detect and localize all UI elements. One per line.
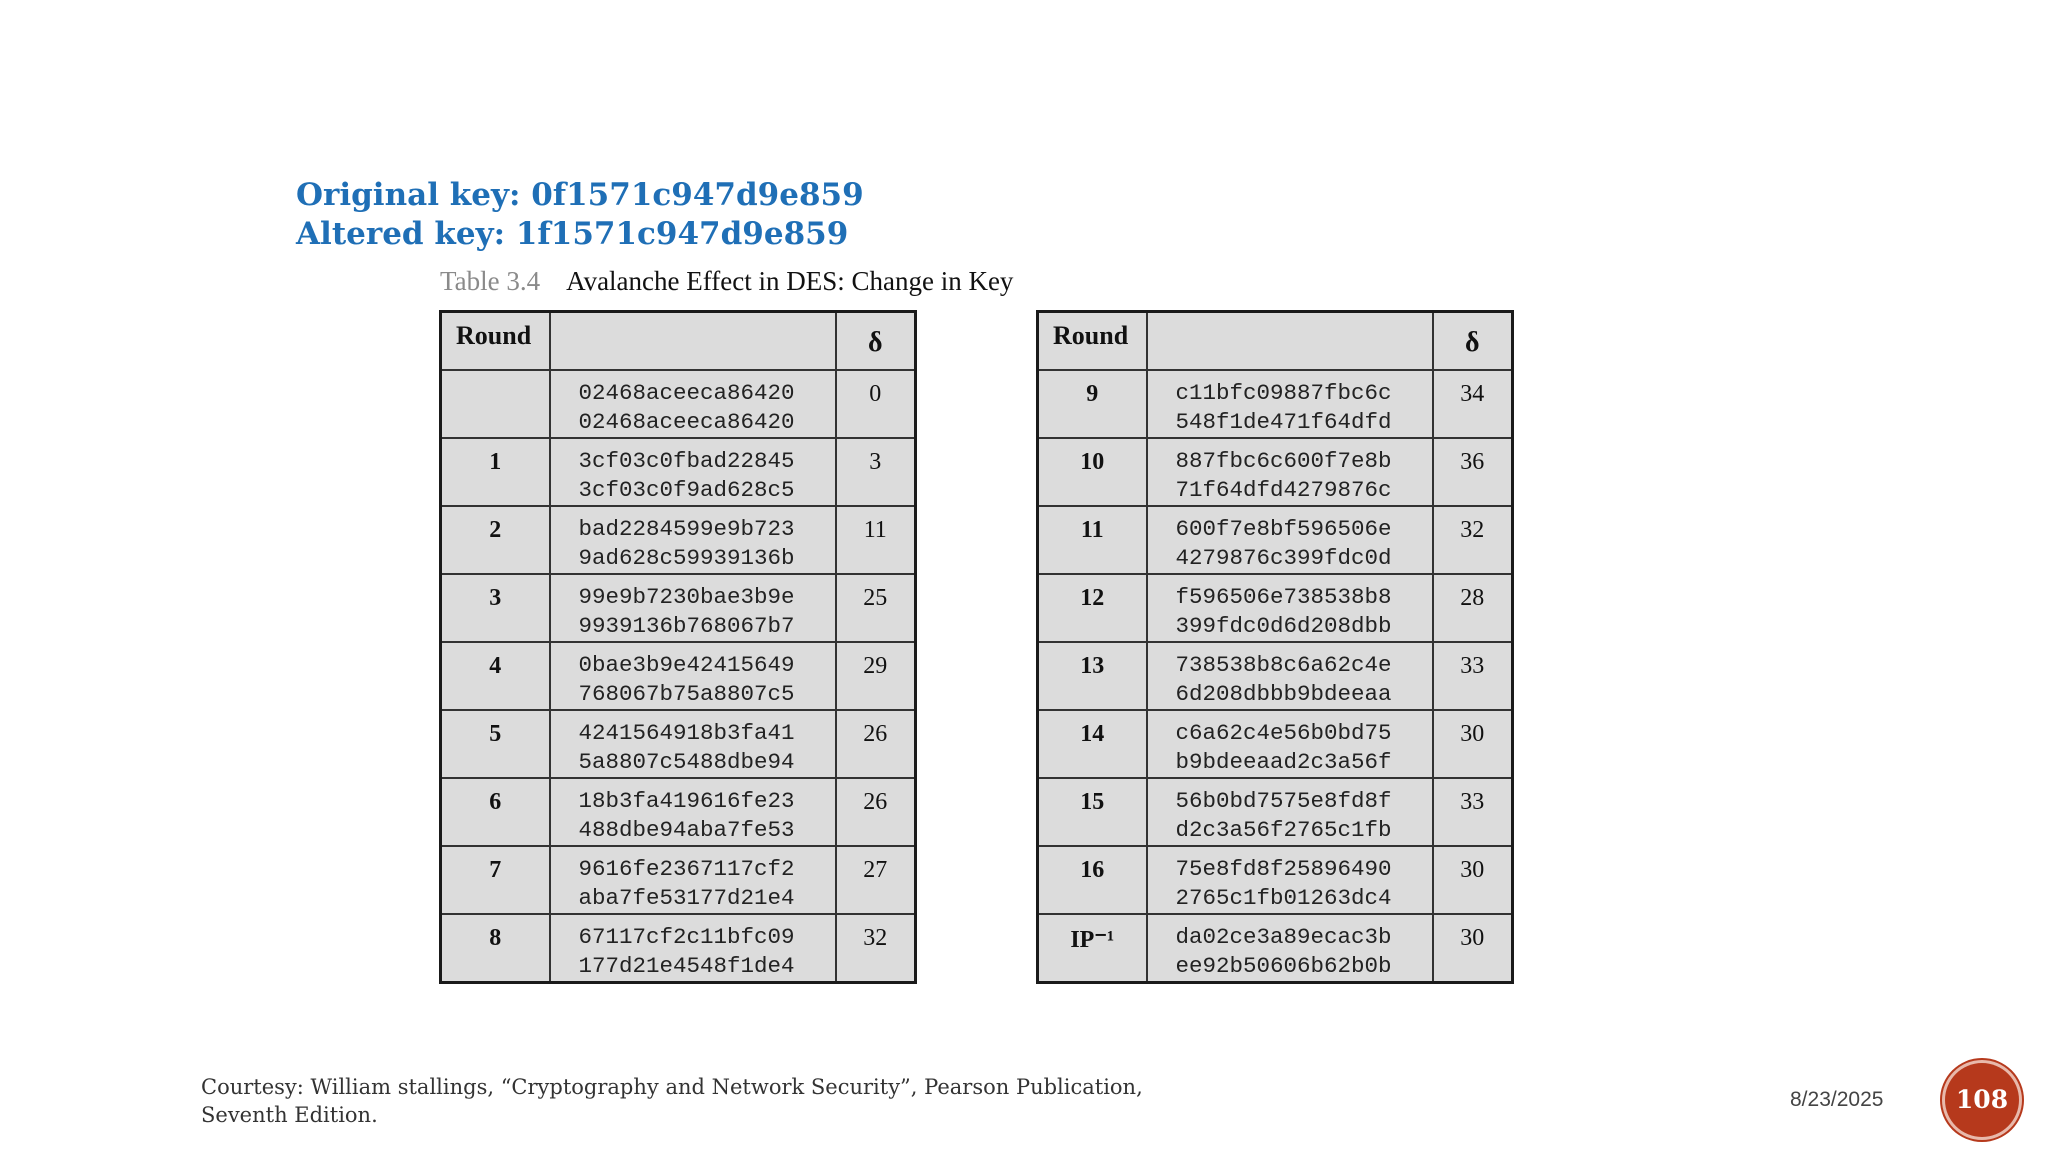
citation-line-2: Seventh Edition. xyxy=(201,1103,378,1127)
round-cell: 15 xyxy=(1038,778,1147,846)
hex-value-altered: 2765c1fb01263dc4 xyxy=(1175,884,1392,911)
hex-cell xyxy=(1147,506,1433,574)
hex-cell xyxy=(550,846,836,914)
round-cell xyxy=(441,370,550,438)
round-cell: 12 xyxy=(1038,574,1147,642)
delta-cell: 36 xyxy=(1433,438,1513,506)
hex-value-altered: 768067b75a8807c5 xyxy=(578,680,795,707)
round-cell: 2 xyxy=(441,506,550,574)
table-row xyxy=(441,506,916,574)
hex-cell xyxy=(1147,574,1433,642)
key-info xyxy=(296,176,864,254)
delta-cell: 11 xyxy=(836,506,916,574)
hex-value-altered: 488dbe94aba7fe53 xyxy=(578,816,795,843)
original-key-label: Original key: 0f1571c947d9e859 xyxy=(296,177,864,213)
hex-value-original: 600f7e8bf596506e xyxy=(1175,515,1392,542)
hex-value-altered: 399fdc0d6d208dbb xyxy=(1175,612,1392,639)
round-cell: 3 xyxy=(441,574,550,642)
hex-value-altered: 4279876c399fdc0d xyxy=(1175,544,1392,571)
delta-cell: 30 xyxy=(1433,914,1513,983)
hex-value-original: 56b0bd7575e8fd8f xyxy=(1175,787,1392,814)
citation-line-1: Courtesy: William stallings, “Cryptography and Network Security”, Pearson Publication, xyxy=(201,1075,1143,1099)
delta-cell: 3 xyxy=(836,438,916,506)
table-row xyxy=(1038,506,1513,574)
round-cell: 14 xyxy=(1038,710,1147,778)
hex-value-altered: 3cf03c0f9ad628c5 xyxy=(578,476,795,503)
round-header: Round xyxy=(441,312,550,370)
round-cell: 13 xyxy=(1038,642,1147,710)
hex-cell xyxy=(550,370,836,438)
blank-header xyxy=(1147,312,1433,370)
delta-cell: 30 xyxy=(1433,846,1513,914)
hex-value-altered: 5a8807c5488dbe94 xyxy=(578,748,795,775)
table-row xyxy=(441,438,916,506)
hex-value-original: c6a62c4e56b0bd75 xyxy=(1175,719,1392,746)
delta-cell: 30 xyxy=(1433,710,1513,778)
hex-cell xyxy=(1147,710,1433,778)
hex-value-altered: 177d21e4548f1de4 xyxy=(578,952,795,979)
table-row xyxy=(1038,574,1513,642)
avalanche-table-left xyxy=(439,310,917,984)
hex-value-altered: 02468aceeca86420 xyxy=(578,408,795,435)
table-row xyxy=(441,642,916,710)
hex-cell xyxy=(550,778,836,846)
hex-cell xyxy=(550,506,836,574)
table-row xyxy=(441,846,916,914)
hex-value-altered: d2c3a56f2765c1fb xyxy=(1175,816,1392,843)
table-row xyxy=(1038,710,1513,778)
hex-cell xyxy=(1147,642,1433,710)
hex-cell xyxy=(550,642,836,710)
round-cell: 5 xyxy=(441,710,550,778)
hex-value-altered: 71f64dfd4279876c xyxy=(1175,476,1392,503)
hex-value-altered: aba7fe53177d21e4 xyxy=(578,884,795,911)
delta-cell: 27 xyxy=(836,846,916,914)
round-cell: 8 xyxy=(441,914,550,983)
round-cell: 4 xyxy=(441,642,550,710)
hex-cell xyxy=(1147,438,1433,506)
hex-value-original: 99e9b7230bae3b9e xyxy=(578,583,795,610)
hex-value-altered: 9939136b768067b7 xyxy=(578,612,795,639)
table-row xyxy=(441,710,916,778)
hex-value-original: c11bfc09887fbc6c xyxy=(1175,379,1392,406)
altered-key-label: Altered key: 1f1571c947d9e859 xyxy=(296,216,849,252)
delta-cell: 32 xyxy=(836,914,916,983)
hex-cell xyxy=(1147,914,1433,983)
hex-value-original: 75e8fd8f25896490 xyxy=(1175,855,1392,882)
round-cell: 10 xyxy=(1038,438,1147,506)
round-cell: IP⁻¹ xyxy=(1038,914,1147,983)
delta-cell: 33 xyxy=(1433,642,1513,710)
round-cell: 1 xyxy=(441,438,550,506)
table-row xyxy=(1038,438,1513,506)
table-header-row xyxy=(441,312,916,370)
delta-header: δ xyxy=(1433,312,1513,370)
round-cell: 6 xyxy=(441,778,550,846)
hex-value-original: 3cf03c0fbad22845 xyxy=(578,447,795,474)
delta-cell: 26 xyxy=(836,710,916,778)
hex-cell xyxy=(550,438,836,506)
page-number-badge: 108 xyxy=(1945,1063,2019,1137)
hex-cell xyxy=(550,914,836,983)
table-caption xyxy=(440,266,1013,297)
hex-cell xyxy=(1147,370,1433,438)
blank-header xyxy=(550,312,836,370)
round-cell: 7 xyxy=(441,846,550,914)
delta-cell: 32 xyxy=(1433,506,1513,574)
delta-cell: 28 xyxy=(1433,574,1513,642)
hex-cell xyxy=(550,710,836,778)
table-row xyxy=(441,574,916,642)
hex-cell xyxy=(1147,778,1433,846)
round-cell: 9 xyxy=(1038,370,1147,438)
hex-value-original: f596506e738538b8 xyxy=(1175,583,1392,610)
hex-value-original: 02468aceeca86420 xyxy=(578,379,795,406)
hex-value-altered: b9bdeeaad2c3a56f xyxy=(1175,748,1392,775)
hex-value-altered: ee92b50606b62b0b xyxy=(1175,952,1392,979)
avalanche-table-right xyxy=(1036,310,1514,984)
table-row xyxy=(1038,778,1513,846)
hex-value-original: 4241564918b3fa41 xyxy=(578,719,795,746)
hex-value-altered: 548f1de471f64dfd xyxy=(1175,408,1392,435)
hex-value-original: da02ce3a89ecac3b xyxy=(1175,923,1392,950)
hex-value-original: bad2284599e9b723 xyxy=(578,515,795,542)
hex-cell xyxy=(1147,846,1433,914)
hex-value-original: 9616fe2367117cf2 xyxy=(578,855,795,882)
delta-cell: 33 xyxy=(1433,778,1513,846)
table-title: Avalanche Effect in DES: Change in Key xyxy=(566,266,1014,296)
table-row xyxy=(1038,370,1513,438)
table-row xyxy=(1038,846,1513,914)
hex-value-original: 738538b8c6a62c4e xyxy=(1175,651,1392,678)
hex-value-altered: 9ad628c59939136b xyxy=(578,544,795,571)
hex-value-original: 887fbc6c600f7e8b xyxy=(1175,447,1392,474)
table-row xyxy=(441,370,916,438)
footer-citation xyxy=(201,1073,1201,1129)
delta-cell: 34 xyxy=(1433,370,1513,438)
round-cell: 16 xyxy=(1038,846,1147,914)
table-row xyxy=(1038,642,1513,710)
delta-header: δ xyxy=(836,312,916,370)
hex-value-original: 0bae3b9e42415649 xyxy=(578,651,795,678)
hex-value-altered: 6d208dbbb9bdeeaa xyxy=(1175,680,1392,707)
hex-cell xyxy=(550,574,836,642)
hex-value-original: 67117cf2c11bfc09 xyxy=(578,923,795,950)
table-header-row xyxy=(1038,312,1513,370)
table-number: Table 3.4 xyxy=(440,266,541,296)
table-row xyxy=(441,778,916,846)
delta-cell: 0 xyxy=(836,370,916,438)
hex-value-original: 18b3fa419616fe23 xyxy=(578,787,795,814)
delta-cell: 26 xyxy=(836,778,916,846)
round-cell: 11 xyxy=(1038,506,1147,574)
delta-cell: 29 xyxy=(836,642,916,710)
table-row xyxy=(441,914,916,983)
delta-cell: 25 xyxy=(836,574,916,642)
table-row xyxy=(1038,914,1513,983)
slide-date: 8/23/2025 xyxy=(1790,1088,1884,1111)
round-header: Round xyxy=(1038,312,1147,370)
